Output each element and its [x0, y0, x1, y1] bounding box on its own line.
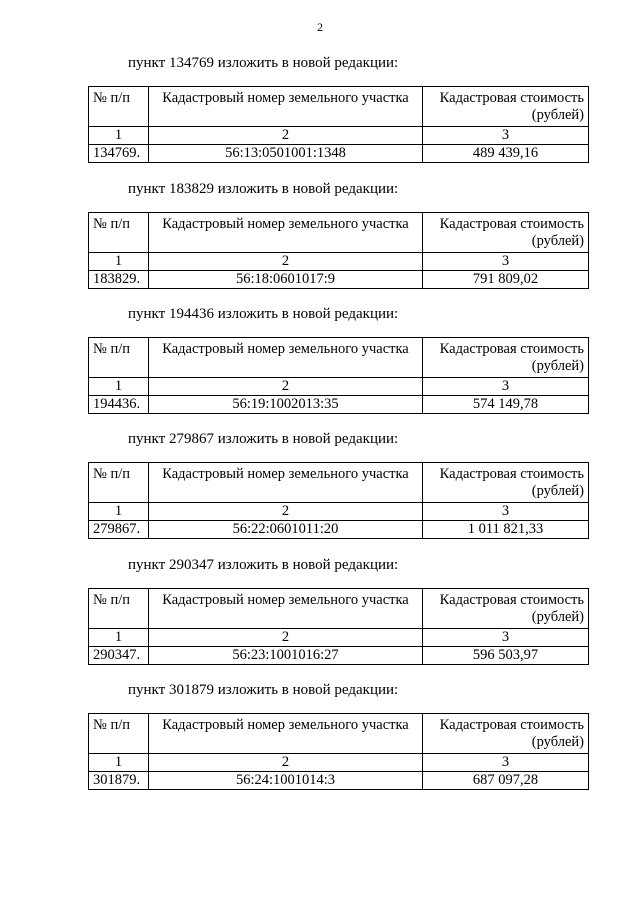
table-index-row [89, 127, 589, 145]
table-header-row [89, 213, 589, 253]
cadastral-table [88, 212, 589, 289]
cadastral-table [88, 462, 589, 539]
header-value: Кадастровая стоимость (рублей) [423, 213, 589, 253]
cell-num: 134769. [89, 145, 149, 163]
index-1: 1 [89, 754, 149, 772]
cell-value: 1 011 821,33 [423, 521, 589, 539]
header-value: Кадастровая стоимость (рублей) [423, 338, 589, 378]
table-header-row [89, 463, 589, 503]
cell-num: 279867. [89, 521, 149, 539]
header-cadastral: Кадастровый номер земельного участка [149, 463, 423, 503]
index-3: 3 [423, 378, 589, 396]
index-3: 3 [423, 127, 589, 145]
section-caption: пункт 183829 изложить в новой редакции: [128, 181, 399, 197]
table-index-row [89, 629, 589, 647]
header-num: № п/п [89, 463, 149, 503]
section-caption: пункт 279867 изложить в новой редакции: [128, 431, 399, 447]
table-row [89, 647, 589, 665]
table-index-row [89, 754, 589, 772]
cell-cadastral: 56:13:0501001:1348 [149, 145, 423, 163]
index-1: 1 [89, 253, 149, 271]
cell-num: 194436. [89, 396, 149, 414]
index-2: 2 [149, 754, 423, 772]
index-3: 3 [423, 754, 589, 772]
index-3: 3 [423, 629, 589, 647]
table-index-row [89, 503, 589, 521]
table-row [89, 271, 589, 289]
section-caption: пункт 290347 изложить в новой редакции: [128, 557, 399, 573]
cell-cadastral: 56:23:1001016:27 [149, 647, 423, 665]
section-caption: пункт 134769 изложить в новой редакции: [128, 55, 399, 71]
header-num: № п/п [89, 87, 149, 127]
table-row [89, 772, 589, 790]
table-row [89, 145, 589, 163]
table-header-row [89, 714, 589, 754]
cell-value: 574 149,78 [423, 396, 589, 414]
header-value: Кадастровая стоимость (рублей) [423, 463, 589, 503]
index-2: 2 [149, 503, 423, 521]
page-number: 2 [317, 20, 323, 34]
cell-num: 183829. [89, 271, 149, 289]
cell-value: 489 439,16 [423, 145, 589, 163]
header-cadastral: Кадастровый номер земельного участка [149, 589, 423, 629]
table-index-row [89, 378, 589, 396]
section-caption: пункт 301879 изложить в новой редакции: [128, 682, 399, 698]
header-num: № п/п [89, 714, 149, 754]
header-cadastral: Кадастровый номер земельного участка [149, 714, 423, 754]
cell-num: 301879. [89, 772, 149, 790]
table-index-row [89, 253, 589, 271]
index-1: 1 [89, 127, 149, 145]
cadastral-table [88, 713, 589, 790]
table-row [89, 521, 589, 539]
header-value: Кадастровая стоимость (рублей) [423, 714, 589, 754]
cell-cadastral: 56:24:1001014:3 [149, 772, 423, 790]
header-num: № п/п [89, 589, 149, 629]
index-1: 1 [89, 503, 149, 521]
header-num: № п/п [89, 338, 149, 378]
header-cadastral: Кадастровый номер земельного участка [149, 213, 423, 253]
index-3: 3 [423, 503, 589, 521]
cell-value: 596 503,97 [423, 647, 589, 665]
index-1: 1 [89, 378, 149, 396]
cadastral-table [88, 337, 589, 414]
cadastral-table [88, 588, 589, 665]
index-2: 2 [149, 127, 423, 145]
cell-cadastral: 56:22:0601011:20 [149, 521, 423, 539]
cell-cadastral: 56:18:0601017:9 [149, 271, 423, 289]
table-header-row [89, 87, 589, 127]
header-num: № п/п [89, 213, 149, 253]
cell-value: 687 097,28 [423, 772, 589, 790]
header-cadastral: Кадастровый номер земельного участка [149, 87, 423, 127]
index-1: 1 [89, 629, 149, 647]
cadastral-table [88, 86, 589, 163]
cell-value: 791 809,02 [423, 271, 589, 289]
header-value: Кадастровая стоимость (рублей) [423, 589, 589, 629]
cell-cadastral: 56:19:1002013:35 [149, 396, 423, 414]
index-3: 3 [423, 253, 589, 271]
cell-num: 290347. [89, 647, 149, 665]
header-cadastral: Кадастровый номер земельного участка [149, 338, 423, 378]
index-2: 2 [149, 629, 423, 647]
section-caption: пункт 194436 изложить в новой редакции: [128, 306, 399, 322]
table-row [89, 396, 589, 414]
index-2: 2 [149, 378, 423, 396]
table-header-row [89, 338, 589, 378]
header-value: Кадастровая стоимость (рублей) [423, 87, 589, 127]
table-header-row [89, 589, 589, 629]
index-2: 2 [149, 253, 423, 271]
